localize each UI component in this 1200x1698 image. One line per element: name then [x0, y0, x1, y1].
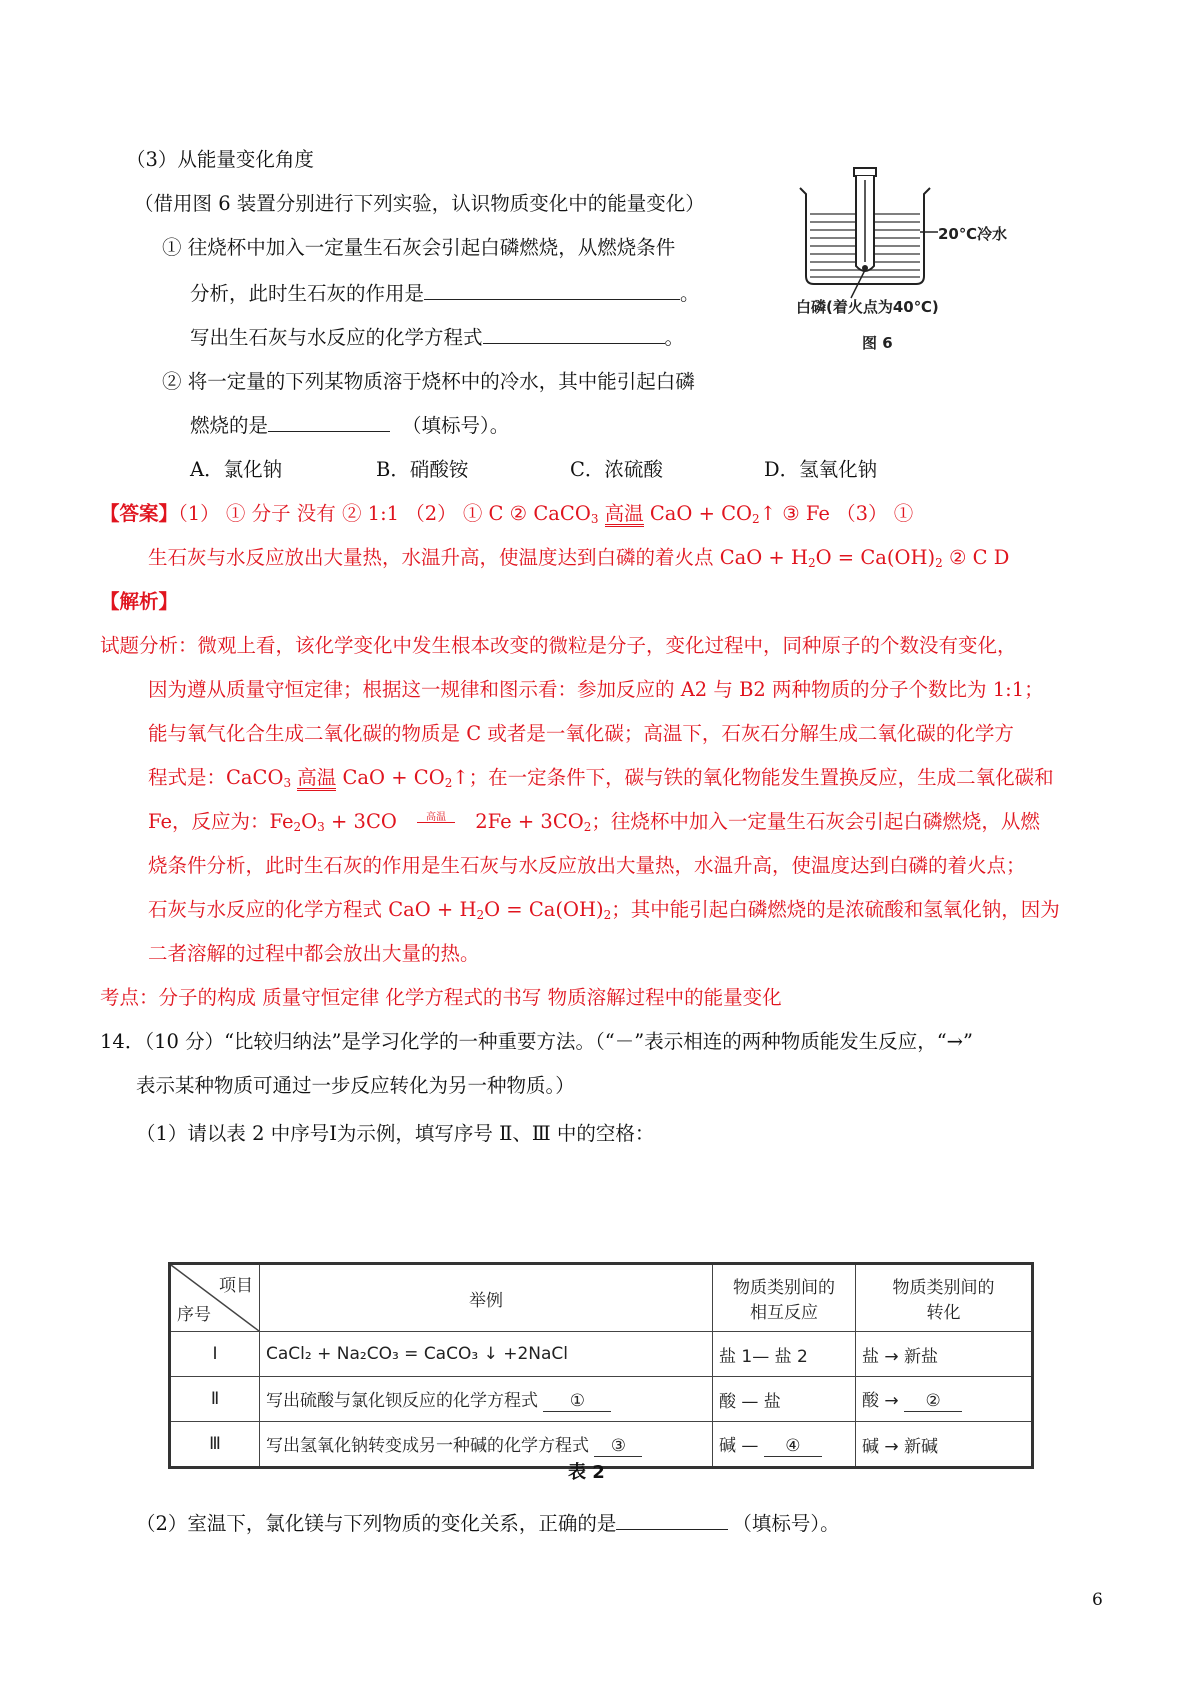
analysis-sub-5c: 2 [583, 820, 592, 834]
answer-blank-q14-2[interactable] [616, 1511, 728, 1530]
answer-text-2b: O = Ca(OH) [815, 546, 936, 569]
analysis-line-6: 烧条件分析，此时生石灰的作用是生石灰与水反应放出大量热，水温升高，使温度达到白磷的着火点； [148, 854, 1026, 877]
analysis-sub-7b: 2 [603, 908, 612, 922]
answer-blank-q1a[interactable] [424, 281, 680, 300]
blank-1[interactable]: ① [543, 1391, 611, 1412]
q14-sub-1: （1）请以表 2 中序号Ⅰ为示例，填写序号 Ⅱ、Ⅲ 中的空格： [136, 1122, 655, 1145]
q1-line1: ① 往烧杯中加入一定量生石灰会引起白磷燃烧，从燃烧条件 [162, 236, 676, 259]
row-reaction: 酸 — 盐 [713, 1377, 856, 1422]
analysis-text-7a: 石灰与水反应的化学方程式 CaO + H [148, 898, 477, 921]
q2-line2 [190, 410, 509, 438]
analysis-sub-4b: 2 [444, 776, 453, 790]
water-label: 20℃冷水 [938, 225, 1008, 243]
analysis-sub-7a: 2 [476, 908, 485, 922]
row-reaction: 盐 1— 盐 2 [713, 1332, 856, 1377]
analysis-sub-4a: 3 [283, 776, 292, 790]
row-example [260, 1422, 713, 1468]
row-transform: 碱 → 新碱 [856, 1422, 1033, 1468]
row-transform-text: 酸 → [862, 1391, 899, 1411]
q2-line1: ② 将一定量的下列某物质溶于烧杯中的冷水，其中能引起白磷 [162, 370, 695, 393]
answer-sub-1: 3 [590, 512, 599, 526]
analysis-gaowen-1: 高温 [297, 768, 336, 791]
diag-top-label: 项目 [219, 1276, 253, 1296]
header-example: 举例 [260, 1264, 713, 1332]
q1-line3-end: 。 [664, 326, 685, 349]
page-number: 6 [1092, 1590, 1103, 1610]
answer-text-1c: ↑ ③ Fe （3） ① [759, 502, 914, 525]
table-row [170, 1377, 1033, 1422]
q14-sub-2-text: （2）室温下，氯化镁与下列物质的变化关系，正确的是 [136, 1512, 617, 1535]
row-number: Ⅰ [170, 1332, 260, 1377]
diagonal-header-cell [170, 1264, 260, 1332]
row-example-text: 写出硫酸与氯化钡反应的化学方程式 [266, 1391, 538, 1411]
answer-sub-2: 2 [752, 512, 760, 526]
analysis-sub-5a: 2 [293, 820, 302, 834]
q1-line2-text: 分析，此时生石灰的作用是 [190, 282, 425, 305]
phosphorus-label: 白磷(着火点为40℃) [796, 298, 939, 316]
analysis-line-7 [148, 894, 1060, 922]
answer-text-1b: CaO + CO [643, 502, 753, 525]
row-reaction-text: 碱 — [719, 1436, 759, 1456]
header-reaction: 物质类别间的 相互反应 [713, 1264, 856, 1332]
option-b: B．硝酸铵 [376, 458, 469, 481]
q1-line2 [190, 278, 700, 306]
analysis-line-2: 因为遵从质量守恒定律；根据这一规律和图示看：参加反应的 A2 与 B2 两种物质的分子个数比为 1:1； [148, 678, 1044, 701]
q2-line2-end: （填标号）。 [402, 414, 510, 437]
row-example [260, 1377, 713, 1422]
analysis-text-4a: 程式是：CaCO [148, 766, 284, 789]
row-example: CaCl₂ + Na₂CO₃ = CaCO₃ ↓ +2NaCl [260, 1332, 713, 1377]
table-header-row [170, 1264, 1033, 1332]
analysis-text-5c: + 3CO [324, 810, 397, 833]
q1-line3-text: 写出生石灰与水反应的化学方程式 [190, 326, 483, 349]
answer-sub-3: 2 [807, 556, 816, 570]
analysis-text-7c: ；其中能引起白磷燃烧的是浓硫酸和氢氧化钠，因为 [611, 898, 1060, 921]
analysis-line-3: 能与氧气化合生成二氧化碳的物质是 C 或者是一氧化碳；高温下，石灰石分解生成二氧化碳的化学方 [148, 722, 1014, 745]
kaodian-line: 考点：分子的构成 质量守恒定律 化学方程式的书写 物质溶解过程中的能量变化 [100, 986, 782, 1009]
blank-3[interactable]: ③ [594, 1436, 642, 1457]
blank-2[interactable]: ② [904, 1391, 962, 1412]
q2-line2-text: 燃烧的是 [190, 414, 269, 437]
fe-reaction-arrow [403, 810, 469, 833]
answer-blank-q1b[interactable] [483, 325, 665, 344]
diag-bottom-label: 序号 [177, 1305, 211, 1325]
q14-line-1: 14．（10 分）“比较归纳法”是学习化学的一种重要方法。（“－”表示相连的两种物质能发生反应，“→” [100, 1030, 973, 1053]
row-example-text: 写出氢氧化钠转变成另一种碱的化学方程式 [266, 1436, 589, 1456]
answer-text-2c: ② C D [942, 546, 1010, 569]
blank-4[interactable]: ④ [764, 1436, 822, 1457]
section3-intro: （借用图 6 装置分别进行下列实验，认识物质变化中的能量变化） [134, 192, 705, 215]
answer-sub-4: 2 [935, 556, 943, 570]
analysis-line-8: 二者溶解的过程中都会放出大量的热。 [148, 942, 480, 965]
section3-title: （3）从能量变化角度 [126, 148, 314, 171]
row-number: Ⅱ [170, 1377, 260, 1422]
analysis-text-5d: 2Fe + 3CO [475, 810, 584, 833]
table-row [170, 1332, 1033, 1377]
analysis-text-7b: O = Ca(OH) [484, 898, 604, 921]
option-c: C．浓硫酸 [570, 458, 663, 481]
table-caption: 表 2 [568, 1462, 605, 1483]
analysis-text-4c: ↑；在一定条件下，碳与铁的氧化物能发生置换反应，生成二氧化碳和 [452, 766, 1054, 789]
beaker-diagram [796, 158, 1008, 380]
answer-text-1a: （1） ① 分子 没有 ② 1:1 （2） ① C ② CaCO [178, 502, 591, 525]
answer-line-2 [148, 542, 1009, 570]
analysis-line-4 [148, 762, 1054, 791]
q1-line3 [190, 322, 684, 350]
q14-line-2: 表示某种物质可通过一步反应转化为另一种物质。） [136, 1074, 575, 1097]
figure-6 [796, 158, 1008, 380]
row-number: Ⅲ [170, 1422, 260, 1468]
row-transform: 盐 → 新盐 [856, 1332, 1033, 1377]
option-a: A．氯化钠 [190, 458, 283, 481]
gaowen-condition: 高温 [605, 504, 644, 527]
fe-gaowen-label: 高温 [426, 812, 447, 823]
answer-text-2a: 生石灰与水反应放出大量热，水温升高，使温度达到白磷的着火点 CaO + H [148, 546, 808, 569]
row-transform [856, 1377, 1033, 1422]
q14-sub-2 [136, 1508, 840, 1536]
analysis-text-5e: ；往烧杯中加入一定量生石灰会引起白磷燃烧，从燃 [591, 810, 1040, 833]
answer-line-1 [100, 498, 913, 527]
analysis-label: 【解析】 [100, 590, 179, 613]
answer-label: 【答案】 [100, 502, 179, 525]
analysis-line-1: 试题分析：微观上看，该化学变化中发生根本改变的微粒是分子，变化过程中，同种原子的个数没有变化， [100, 634, 1017, 657]
table-2 [168, 1262, 1034, 1469]
q14-sub-2-end: （填标号）。 [732, 1512, 840, 1535]
figure-caption: 图 6 [862, 334, 893, 352]
q1-line2-end: 。 [680, 282, 700, 305]
analysis-text-4b: CaO + CO [336, 766, 445, 789]
header-transform: 物质类别间的 转化 [856, 1264, 1033, 1332]
analysis-line-5 [148, 806, 1040, 834]
analysis-sub-5b: 3 [317, 820, 325, 834]
analysis-text-5b: O [301, 810, 318, 833]
row-reaction [713, 1422, 856, 1468]
analysis-text-5a: Fe，反应为：Fe [148, 810, 294, 833]
option-d: D．氢氧化钠 [764, 458, 878, 481]
answer-blank-q2[interactable] [268, 413, 390, 432]
